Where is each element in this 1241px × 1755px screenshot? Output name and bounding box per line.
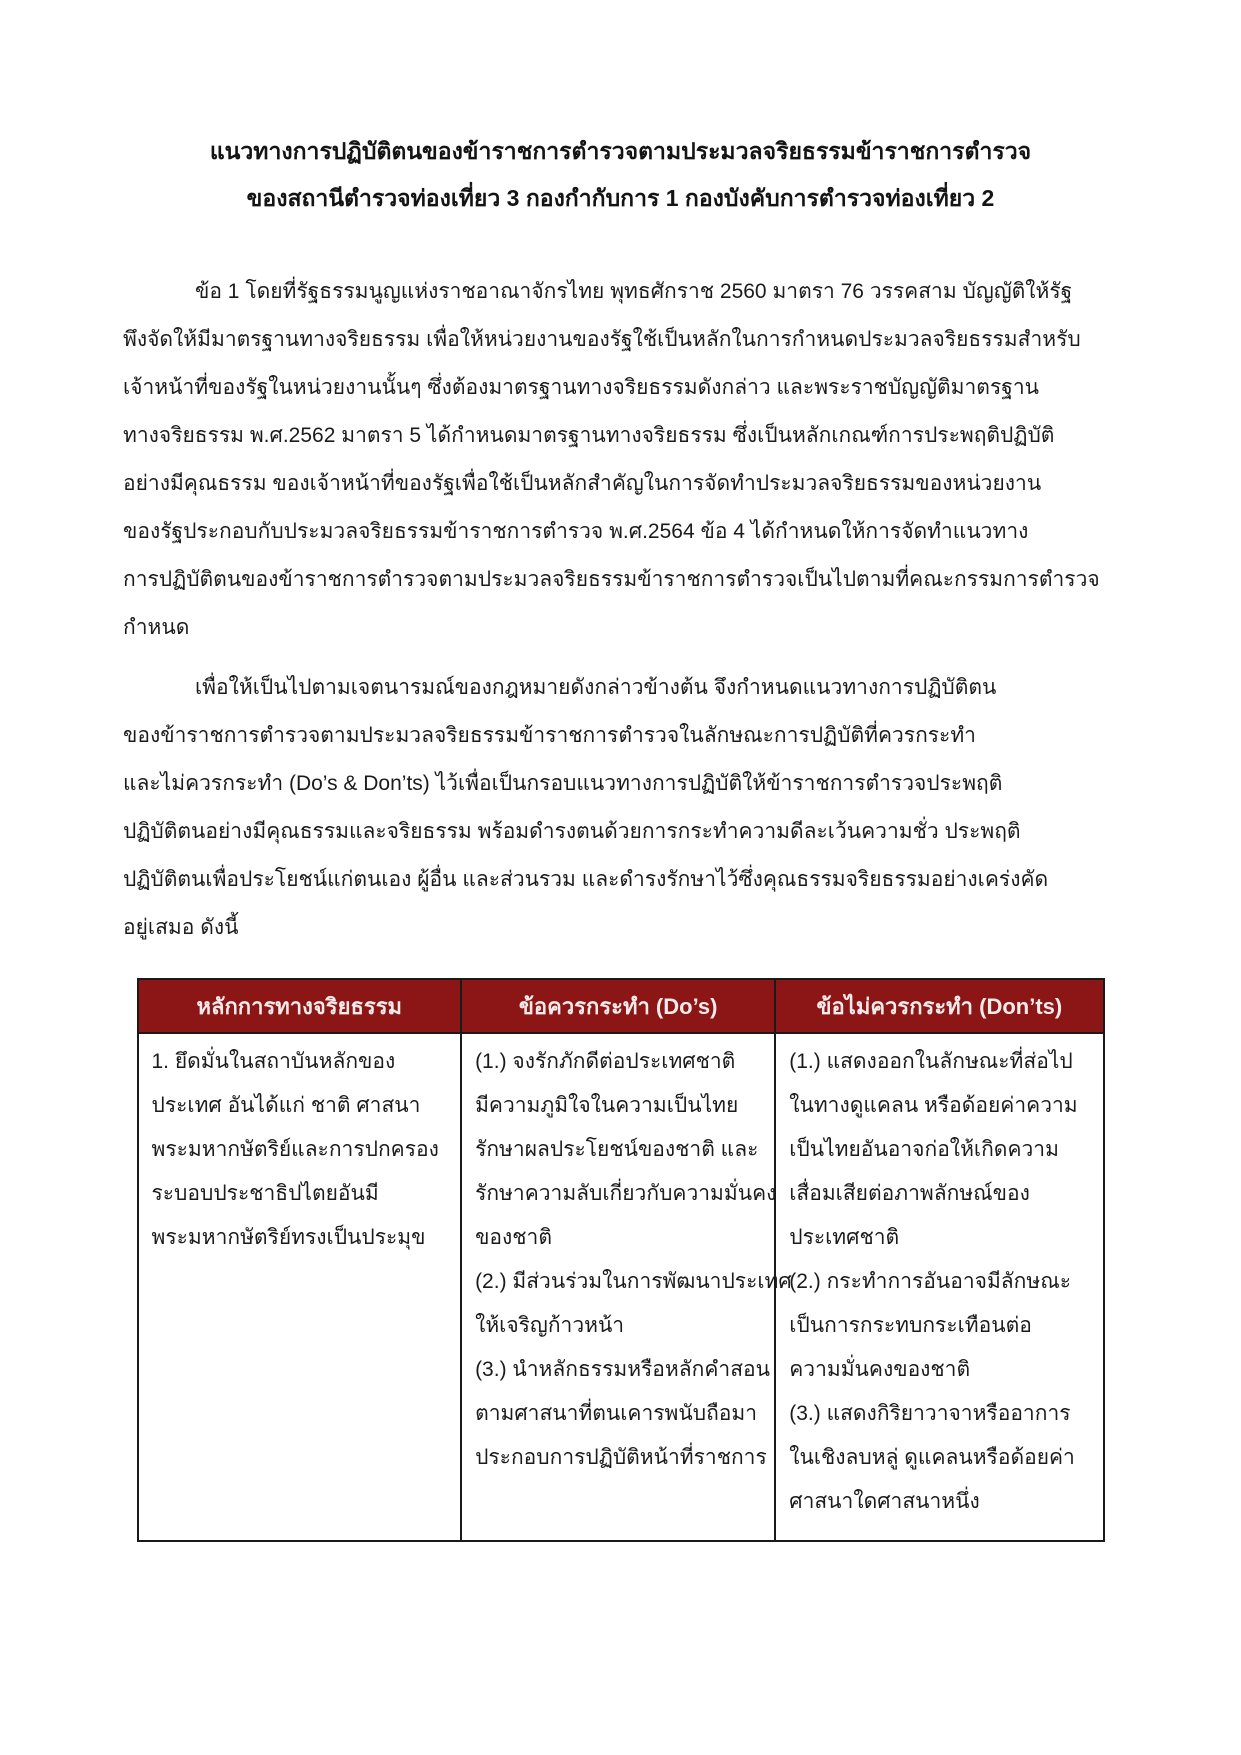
cell-line: ตามศาสนาที่ตนเคารพนับถือมา <box>475 1402 758 1425</box>
cell-line: 1. ยึดมั่นในสถาบันหลักของ <box>151 1050 396 1073</box>
cell-line: ให้เจริญก้าวหน้า <box>475 1314 625 1337</box>
cell-line: พระมหากษัตริย์และการปกครอง <box>151 1138 439 1161</box>
cell-line: ประเทศ อันได้แก่ ชาติ ศาสนา <box>151 1094 421 1117</box>
cell-line: เสื่อมเสียต่อภาพลักษณ์ของ <box>789 1182 1030 1205</box>
cell-dos <box>461 1033 792 1541</box>
cell-line: ในทางดูแคลน หรือด้อยค่าความ <box>789 1094 1078 1117</box>
cell-line: (1.) จงรักภักดีต่อประเทศชาติ <box>475 1050 736 1073</box>
paragraph-line: อย่างมีคุณธรรม ของเจ้าหน้าที่ของรัฐเพื่อใช้เป็นหลักสำคัญในการจัดทำประมวลจริยธรรมของหน่วยงาน <box>123 472 1042 495</box>
cell-line: (3.) แสดงกิริยาวาจาหรืออาการ <box>789 1402 1071 1425</box>
cell-line: ในเชิงลบหลู่ ดูแคลนหรือด้อยค่า <box>789 1446 1075 1469</box>
paragraph-line: ทางจริยธรรม พ.ศ.2562 มาตรา 5 ได้กำหนดมาตรฐานทางจริยธรรม ซึ่งเป็นหลักเกณฑ์การประพฤติปฏิบัติ <box>123 424 1055 447</box>
cell-line: ประเทศชาติ <box>789 1226 900 1249</box>
paragraph-line: อยู่เสมอ ดังนี้ <box>123 916 239 939</box>
table-header-row <box>138 979 1104 1033</box>
paragraph-line: เจ้าหน้าที่ของรัฐในหน่วยงานนั้นๆ ซึ่งต้องมาตรฐานทางจริยธรรมดังกล่าว และพระราชบัญญัติมาตรฐาน <box>123 376 1039 399</box>
paragraph-line: การปฏิบัติตนของข้าราชการตำรวจตามประมวลจริยธรรมข้าราชการตำรวจเป็นไปตามที่คณะกรรมการตำรวจ <box>123 568 1100 591</box>
cell-line: รักษาความลับเกี่ยวกับความมั่นคง <box>475 1182 777 1205</box>
paragraph-line: ของข้าราชการตำรวจตามประมวลจริยธรรมข้าราชการตำรวจในลักษณะการปฏิบัติที่ควรกระทำ <box>123 724 976 747</box>
cell-line: ของชาติ <box>475 1226 552 1249</box>
paragraph-line: กำหนด <box>123 616 190 639</box>
paragraph-line: ปฏิบัติตนอย่างมีคุณธรรมและจริยธรรม พร้อมดำรงตนด้วยการกระทำความดีละเว้นความชั่ว ประพฤติ <box>123 820 1021 843</box>
cell-line: พระมหากษัตริย์ทรงเป็นประมุข <box>151 1226 426 1249</box>
cell-line: (2.) กระทำการอันอาจมีลักษณะ <box>789 1270 1071 1293</box>
document-title <box>123 0 1118 222</box>
paragraph-intent <box>123 664 1118 952</box>
paragraph-line: เพื่อให้เป็นไปตามเจตนารมณ์ของกฎหมายดังกล่าวข้างต้น จึงกำหนดแนวทางการปฏิบัติตน <box>195 676 997 699</box>
paragraph-line: ของรัฐประกอบกับประมวลจริยธรรมข้าราชการตำรวจ พ.ศ.2564 ข้อ 4 ได้กำหนดให้การจัดทำแนวทาง <box>123 520 1029 543</box>
header-cell-dos: ข้อควรกระทำ (Do’s) <box>461 979 775 1033</box>
paragraph-legal-basis <box>123 268 1118 652</box>
cell-line: ระบอบประชาธิปไตยอันมี <box>151 1182 379 1205</box>
cell-line: มีความภูมิใจในความเป็นไทย <box>475 1094 739 1117</box>
cell-line: เป็นการกระทบกระเทือนต่อ <box>789 1314 1032 1337</box>
table-row <box>138 1033 1104 1541</box>
ethics-table <box>137 978 1105 1542</box>
cell-donts <box>775 1033 1103 1541</box>
cell-line: (2.) มีส่วนร่วมในการพัฒนาประเทศ <box>475 1270 792 1293</box>
cell-line: (3.) นำหลักธรรมหรือหลักคำสอน <box>475 1358 770 1381</box>
cell-line: เป็นไทยอันอาจก่อให้เกิดความ <box>789 1138 1059 1161</box>
title-line-1: แนวทางการปฏิบัติตนของข้าราชการตำรวจตามประมวลจริยธรรมข้าราชการตำรวจ <box>209 138 1032 164</box>
paragraph-line: ข้อ 1 โดยที่รัฐธรรมนูญแห่งราชอาณาจักรไทย พุทธศักราช 2560 มาตรา 76 วรรคสาม บัญญัติให้รัฐ <box>195 280 1073 303</box>
cell-line: รักษาผลประโยชน์ของชาติ และ <box>475 1138 759 1161</box>
paragraph-line: และไม่ควรกระทำ (Do’s & Don’ts) ไว้เพื่อเป็นกรอบแนวทางการปฏิบัติให้ข้าราชการตำรวจประพฤติ <box>123 772 1003 795</box>
header-cell-principle: หลักการทางจริยธรรม <box>138 979 462 1033</box>
cell-line: ประกอบการปฏิบัติหน้าที่ราชการ <box>475 1446 767 1469</box>
paragraph-line: ปฏิบัติตนเพื่อประโยชน์แก่ตนเอง ผู้อื่น และส่วนรวม และดำรงรักษาไว้ซึ่งคุณธรรมจริยธรรมอย่างเคร่งคัด <box>123 868 1049 891</box>
title-line-2: ของสถานีตำรวจท่องเที่ยว 3 กองกำกับการ 1 กองบังคับการตำรวจท่องเที่ยว 2 <box>246 185 995 211</box>
paragraph-line: พึงจัดให้มีมาตรฐานทางจริยธรรม เพื่อให้หน่วยงานของรัฐใช้เป็นหลักในการกำหนดประมวลจริยธรรมสำหรับ <box>123 328 1081 351</box>
cell-principle <box>138 1033 462 1541</box>
header-cell-donts: ข้อไม่ควรกระทำ (Don’ts) <box>775 979 1103 1033</box>
cell-line: ศาสนาใดศาสนาหนึ่ง <box>789 1490 980 1513</box>
cell-line: (1.) แสดงออกในลักษณะที่ส่อไป <box>789 1050 1073 1073</box>
cell-line: ความมั่นคงของชาติ <box>789 1358 971 1381</box>
